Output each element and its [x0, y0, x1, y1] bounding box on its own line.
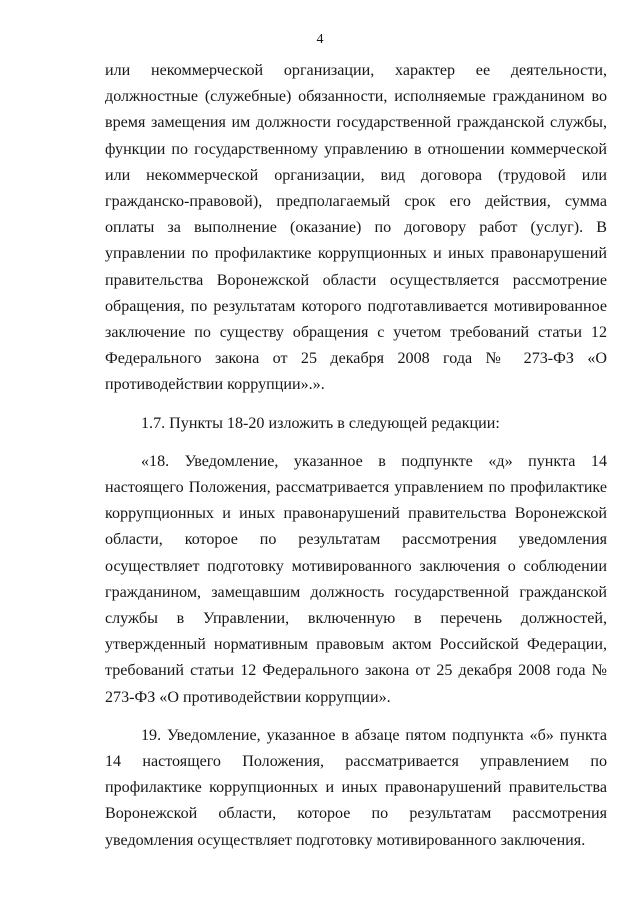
paragraph-item-18: «18. Уведомление, указанное в подпункте «д» пункта 14 настоящего Положения, рассматривается управлением по профилактике коррупционных и иных правонарушений правительства Воронежской области, которое по результатам рассмотрения уведомления осуществляет подготовку мотивированного заключения о соблюдении гражданином, замещавшим должность государственной гражданской службы в Управлении, включенную в перечень должностей, утвержденный нормативным правовым актом Российской Федерации, требований статьи 12 Федерального закона от 25 декабря 2008 года № 273-ФЗ «О противодействии коррупции».	[105, 452, 607, 706]
document-body	[105, 58, 607, 854]
paragraph-item-1-7: 1.7. Пункты 18-20 изложить в следующей редакции:	[141, 414, 500, 432]
paragraph-item-19: 19. Уведомление, указанное в абзаце пятом подпункта «б» пункта 14 настоящего Положения, рассматривается управлением по профилактике коррупционных и иных правонарушений правительства Воронежской области, которое по результатам рассмотрения уведомления осуществляет подготовку мотивированного заключения.	[105, 726, 607, 849]
page-number: 4	[316, 32, 324, 47]
paragraph-continuation: или некоммерческой организации, характер ее деятельности, должностные (служебные) обязанности, исполняемые гражданином во время замещения им должности государственной гражданской службы, функции по государственному управлению в отношении коммерческой или некоммерческой организации, вид договора (трудовой или гражданско-правовой), предполагаемый срок его действия, сумма оплаты за выполнение (оказание) по договору работ (услуг). В управлении по профилактике коррупционных и иных правонарушений правительства Воронежской области осуществляется рассмотрение обращения, по результатам которого подготавливается мотивированное заключение по существу обращения с учетом требований статьи 12 Федерального закона от 25 декабря 2008 года № 273-ФЗ «О противодействии коррупции».».	[105, 62, 607, 394]
